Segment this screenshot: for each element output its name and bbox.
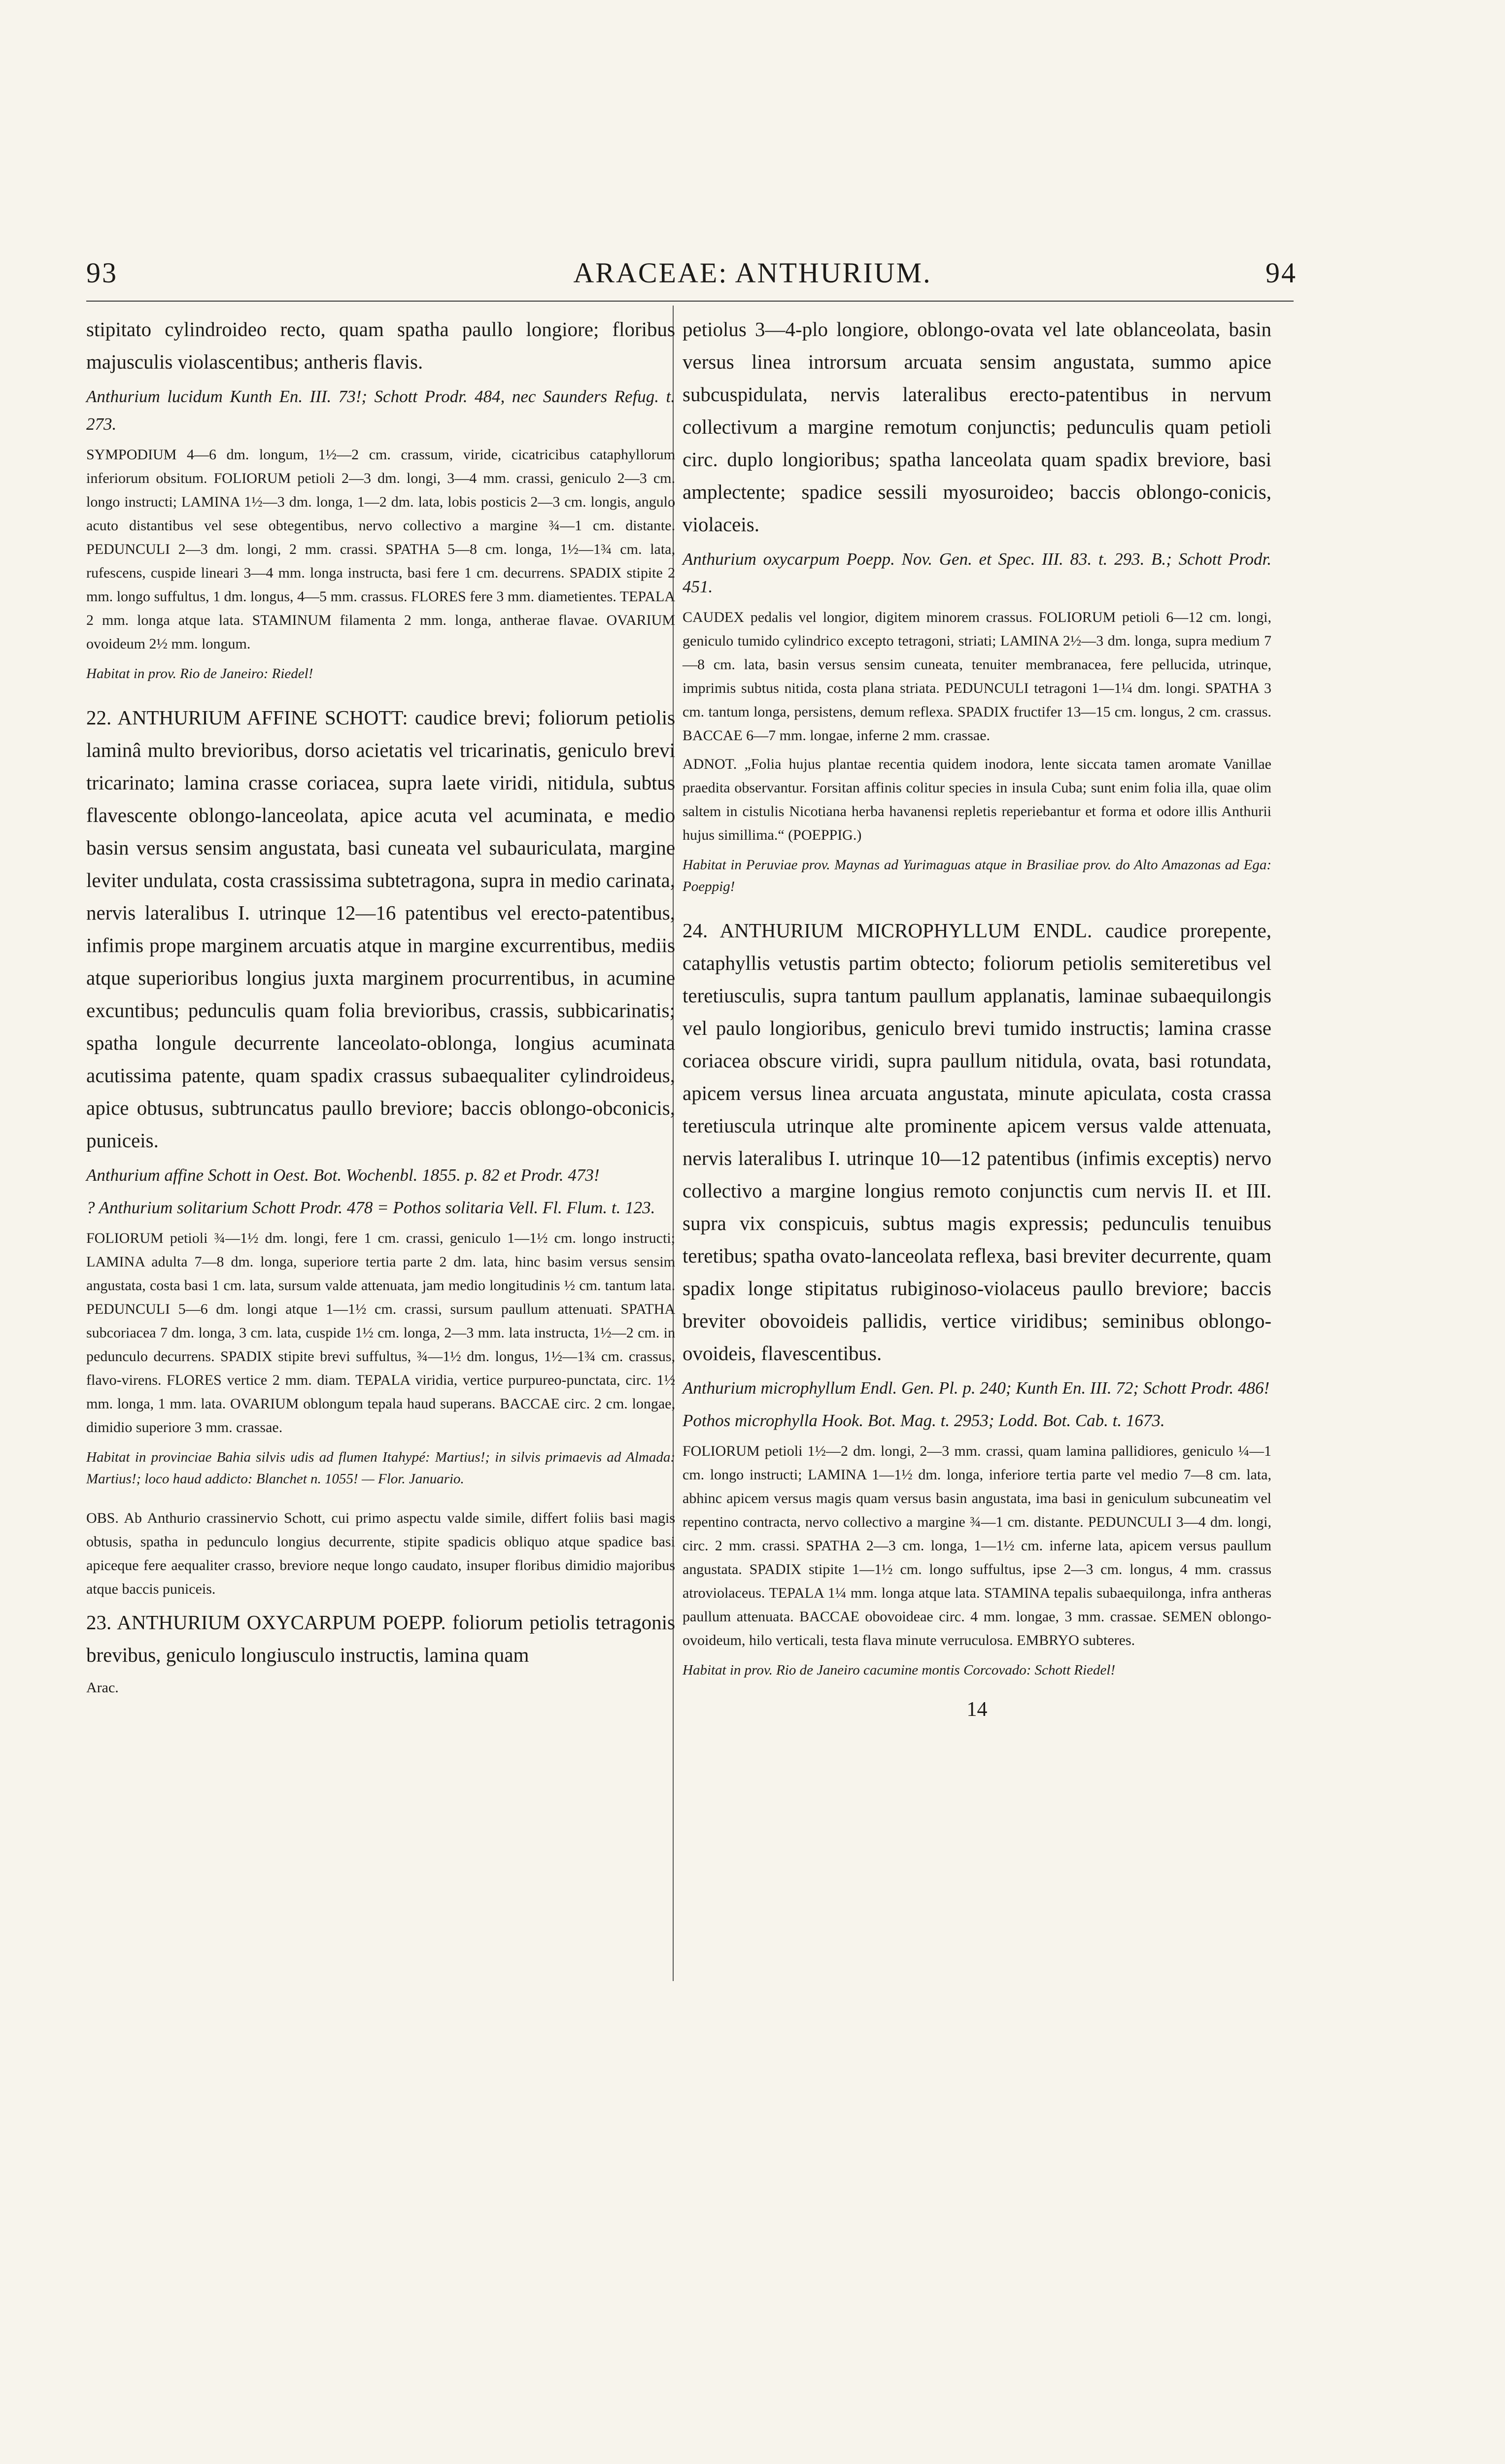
habitat-note: Habitat in prov. Rio de Janeiro cacumine montis Corcovado: Schott Riedel!: [683, 1662, 1116, 1678]
body-paragraph: stipitato cylindroideo recto, quam spatha paullo longiore; floribus majusculis violascentibus; antheris flavis.: [86, 318, 675, 373]
page-number-left: 93: [86, 257, 118, 289]
body-paragraph: 23. ANTHURIUM OXYCARPUM POEPP. foliorum petiolis tetragonis brevibus, geniculo longiusculo instructis, lamina quam: [86, 1611, 675, 1666]
citation: Anthurium microphyllum Endl. Gen. Pl. p. 240; Kunth En. III. 72; Schott Prodr. 486!: [683, 1378, 1270, 1398]
habitat-note: Habitat in Peruviae prov. Maynas ad Yurimaguas atque in Brasiliae prov. do Alto Amazonas ad Ega: Poeppig!: [683, 857, 1271, 894]
citation: Anthurium oxycarpum Poepp. Nov. Gen. et Spec. III. 83. t. 293. B.; Schott Prodr. 451.: [683, 549, 1271, 596]
running-title: ARACEAE: ANTHURIUM.: [573, 257, 932, 289]
body-paragraph: 22. ANTHURIUM AFFINE SCHOTT: caudice brevi; foliorum petiolis laminâ multo brevioribus, dorso acietatis vel tricarinatis, geniculo brevi tricarinato; lamina crasse coriacea, supra laete viridi, nitidula, subtus flavescente oblongo-lanceolata, apice acuta vel acuminata, e medio basin versus sensim angustata, basi cuneata vel subauriculata, margine leviter undulata, costa crassissima subtetragona, supra in medio carinata, nervis lateralibus I. utrinque 12—16 patentibus vel erecto-patentibus, infimis prope marginem arcuatis atque in margine excurrentibus, mediis atque superioribus longius juxta marginem procurrentibus, in acumine excuntibus; pedunculis quam folia brevioribus, crassis, subbicarinatis; spatha longule decurrente lanceolato-oblonga, longius acuminata acutissima patente, quam spadix crassus subaequaliter cylindroideus, apice obtusus, subtruncatus paullo breviore; baccis oblongo-obconicis, puniceis.: [86, 706, 675, 1152]
left-column: [86, 313, 675, 1705]
habitat-note: Habitat in provinciae Bahia silvis udis ad flumen Itahypé: Martius!; in silvis primaevis ad Almada: Martius!; loco haud addicto: Blanchet n. 1055! — Flor. Januario.: [86, 1449, 675, 1487]
description-paragraph: FOLIORUM petioli ¾—1½ dm. longi, fere 1 cm. crassi, geniculo 1—1½ cm. longo instructi; LAMINA adulta 7—8 dm. longa, superiore tertia parte 2 dm. lata, hinc basim versus sensim angustata, costa basi 1 cm. lata, sursum valde attenuata, jam medio longitudinis ½ cm. tantum lata. PEDUNCULI 5—6 dm. longi atque 1—1½ cm. crassi, sursum paullum attenuati. SPATHA subcoriacea 7 dm. longa, 3 cm. lata, cuspide 1½ cm. longa, 2—3 mm. lata instructa, 1½—2 cm. in pedunculo decurrens. SPADIX stipite brevi suffultus, ¾—1½ dm. longus, 1½—1¾ cm. crassus, flavo-virens. FLORES vertice 2 mm. diam. TEPALA viridia, vertice purpureo-punctata, circ. 1½ mm. longa, 1 mm. lata. OVARIUM oblongum tepala haud superans. BACCAE circ. 2 cm. longae, dimidio superiore 3 mm. crassae.: [86, 1230, 675, 1436]
description-paragraph: CAUDEX pedalis vel longior, digitem minorem crassus. FOLIORUM petioli 6—12 cm. longi, geniculo tumido cylindrico excepto tetragoni, striati; LAMINA 2½—3 dm. longa, supra medium 7—8 cm. lata, basin versus sensim cuneata, tenuiter membranacea, fere pellucida, utrinque, imprimis subtus nitida, costa plana striata. PEDUNCULI tetragoni 1—1¼ dm. longi. SPATHA 3 cm. tantum longa, persistens, demum reflexa. SPADIX fructifer 13—15 cm. longus, 2 cm. crassus. BACCAE 6—7 mm. longae, inferne 2 mm. crassae.: [683, 609, 1271, 744]
citation: Anthurium affine Schott in Oest. Bot. Wochenbl. 1855. p. 82 et Prodr. 473!: [86, 1165, 600, 1185]
citation: Pothos microphylla Hook. Bot. Mag. t. 2953; Lodd. Bot. Cab. t. 1673.: [683, 1411, 1165, 1430]
header-rule: [86, 301, 1294, 302]
right-column: [683, 313, 1271, 1726]
habitat-note: Habitat in prov. Rio de Janeiro: Riedel!: [86, 666, 313, 682]
page-number-right: 94: [1266, 257, 1297, 289]
citation: ? Anthurium solitarium Schott Prodr. 478 = Pothos solitaria Vell. Fl. Flum. t. 123.: [86, 1198, 655, 1217]
signature-mark: Arac.: [86, 1679, 119, 1696]
description-paragraph: OBS. Ab Anthurio crassinervio Schott, cui primo aspectu valde simile, differt foliis basi magis obtusis, spatha in pedunculo longius decurrente, stipite spadicis obliquo atque spadice basi apiceque fere aequaliter crasso, breviore neque longo caudato, insuper floribus dimidio majoribus atque baccis puniceis.: [86, 1510, 675, 1597]
body-paragraph: 24. ANTHURIUM MICROPHYLLUM ENDL. caudice prorepente, cataphyllis vetustis partim obtecto; foliorum petiolis semiteretibus vel teretiusculis, supra tantum paullum applanatis, laminae subaequilongis vel paulo longioribus, geniculo brevi tumido instructis; lamina crasse coriacea obscure viridi, supra paullum nitidula, ovata, basi rotundata, apicem versus linea arcuata angustata, minute apiculata, costa crassa teretiuscula utrinque alte prominente apicem versus valde attenuata, nervis lateralibus I. utrinque 10—12 patentibus (infimis exceptis) nervo collectivo a margine longius remoto conjunctis cum nervis II. et III. supra vix conspicuis, subtus magis expressis; pedunculis tenuibus teretibus; spatha ovato-lanceolata reflexa, basi breviter decurrente, quam spadix longe stipitatus rubiginoso-violaceus paullo breviore; baccis breviter obovoideis pallidis, vertice viridibus; seminibus oblongo-ovoideis, flavescentibus.: [683, 919, 1271, 1365]
sheet-number: 14: [966, 1698, 988, 1721]
description-paragraph: ADNOT. „Folia hujus plantae recentia quidem inodora, lente siccata tamen aromate Vanillae praedita observantur. Forsitan affinis colitur species in insula Cuba; sunt enim folia illa, quae olim saltem in cistulis Nicotiana herba havanensi repletis reperiebantur et forma et odore illis Anthurii hujus simillima.“ (POEPPIG.): [683, 756, 1271, 843]
description-paragraph: FOLIORUM petioli 1½—2 dm. longi, 2—3 mm. crassi, quam lamina pallidiores, geniculo ¼—1 cm. longo instructi; LAMINA 1—1½ dm. longa, inferiore tertia parte vel medio 7—8 cm. lata, abhinc apicem versus magis quam versus basin angustata, ima basi in geniculum subcuneatim vel repentino contracta, nervo collectivo a margine ¾—1 cm. distante. PEDUNCULI 3—4 dm. longi, circ. 2 mm. crassi. SPATHA 2—3 cm. longa, 1—1½ cm. inferne lata, apicem versus paullum angustata. SPADIX stipite 1—1½ cm. longo suffultus, ipse 2—3 cm. longus, 4 mm. crassus atroviolaceus. TEPALA 1¼ mm. longa atque lata. STAMINA tepalis subaequilonga, infra antheras paullum attenuata. BACCAE obovoideae circ. 4 mm. longae, 3 mm. crassae. SEMEN oblongo-ovoideum, hilo verticali, testa flava minute verruculosa. EMBRYO subteres.: [683, 1443, 1271, 1648]
citation: Anthurium lucidum Kunth En. III. 73!; Schott Prodr. 484, nec Saunders Refug. t. 273.: [86, 387, 675, 434]
description-paragraph: SYMPODIUM 4—6 dm. longum, 1½—2 cm. crassum, viride, cicatricibus cataphyllorum inferiorum obsitum. FOLIORUM petioli 2—3 dm. longi, 3—4 mm. crassi, geniculo 2—3 cm. longo instructi; LAMINA 1½—3 dm. longa, 1—2 dm. lata, lobis posticis 2—3 cm. longis, angulo acuto distantibus vel sese obtegentibus, nervo collectivo a margine ¾—1 cm. distante. PEDUNCULI 2—3 dm. longi, 2 mm. crassi. SPATHA 5—8 cm. longa, 1½—1¾ cm. lata, rufescens, cuspide lineari 3—4 mm. longa instructa, basi fere 1 cm. decurrens. SPADIX stipite 2 mm. longo suffultus, 1 dm. longus, 4—5 mm. crassus. FLORES fere 3 mm. diametientes. TEPALA 2 mm. longa atque lata. STAMINUM filamenta 2 mm. longa, antherae flavae. OVARIUM ovoideum 2½ mm. longum.: [86, 446, 675, 652]
body-paragraph: petiolus 3—4-plo longiore, oblongo-ovata vel late oblanceolata, basin versus linea introrsum arcuata sensim angustata, summo apice subcuspidulata, nervis lateralibus erecto-patentibus in nervum collectivum a margine remotum conjunctis; pedunculis quam petioli circ. duplo longioribus; spatha lanceolata quam spadix breviore, basi amplectente; spadice sessili myosuroideo; baccis oblongo-conicis, violaceis.: [683, 318, 1271, 536]
